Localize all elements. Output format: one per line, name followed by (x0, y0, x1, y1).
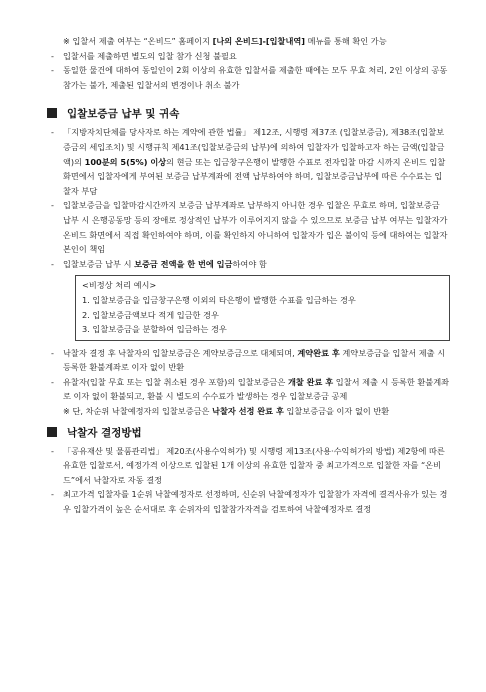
list-item-text: 「공유재산 및 물품관리법」 제20조(사용수익허가) 및 시행령 제13조(사용·수익허가의 방법) 제2항에 따른 유효한 입찰로서, 예정가격 이상으로 입찰된 1개 이상의 유효한 입찰자 중 최고가격으로 입찰한 자를 “온비드”에서 낙찰자로 자동 결정 (63, 445, 445, 485)
bullet-dash: - (51, 445, 54, 456)
square-bullet-icon (47, 427, 57, 437)
bullet-dash: - (51, 376, 54, 387)
section-heading-deposit (47, 106, 486, 122)
list-item (51, 346, 450, 375)
note-text-post: 메뉴를 통해 확인 가능 (305, 36, 387, 46)
list-item (51, 375, 450, 404)
abnormal-examples-box (75, 275, 450, 340)
box-title: <비정상 처리 예시> (82, 280, 157, 291)
bullet-dash: - (51, 50, 54, 61)
list-item-text: 동일한 물건에 대하여 동일인이 2회 이상의 유효한 입찰서를 제출한 때에는 모두 무효 처리, 2인 이상의 공동참가는 불가, 제출된 입찰서의 변경이나 취소 불가 (63, 65, 448, 90)
list-item-text: 입찰서를 제출하면 별도의 입찰 참가 신청 불필요 (63, 50, 237, 61)
list-item (51, 125, 450, 198)
section-title: 입찰보증금 납부 및 귀속 (67, 108, 180, 121)
list-item (51, 49, 450, 64)
box-line: 2. 입찰보증금액보다 적게 입금한 경우 (82, 309, 219, 320)
list-item (51, 198, 450, 256)
section-title: 낙찰자 결정방법 (67, 426, 142, 439)
square-bullet-icon (47, 108, 57, 118)
note-bid-check (63, 34, 450, 49)
list-item-text-post: 의 현금 또는 입금창구은행이 발행한 수표로 전자입찰 마감 시까지 온비드 입찰화면에서 입찰자에게 부여된 보증금 납부계좌에 전액 납부하여야 하며, 입찰보증금납부에 따른 수수료는 입찰자 부담 (63, 156, 446, 196)
list-item (51, 63, 450, 92)
note-text-bold: [나의 온비드]-[입찰내역] (212, 36, 306, 46)
list-item-text-bold: 계약완료 후 (297, 347, 340, 358)
box-line: 3. 입찰보증금을 분할하여 입금하는 경우 (82, 324, 227, 335)
section-heading-winner (47, 425, 486, 441)
bullet-dash: - (51, 258, 54, 269)
note-text-pre: ※ 단, 차순위 낙찰예정자의 입찰보증금은 (63, 406, 213, 417)
list-item-text-pre: 낙찰자 결정 후 낙찰자의 입찰보증금은 계약보증금으로 대체되며, (63, 347, 298, 358)
list-item-text-post: 입찰서 제출 시 등록한 환불계좌로 이자 없이 환불되고, 환불 시 별도의 수수료가 발생하는 경우 입찰보증금 공제 (63, 376, 450, 402)
list-item-text-post: 하여야 함 (232, 258, 267, 269)
note-text-bold: 낙찰자 선정 완료 후 (212, 406, 284, 417)
list-item-text-post: 계약보증금을 입찰서 제출 시 등록한 환불계좌로 이자 없이 반환 (63, 347, 446, 373)
note-runner-up (63, 404, 450, 419)
list-item (51, 487, 450, 516)
list-item-text-pre: 입찰보증금 납부 시 (63, 258, 135, 269)
box-line: 1. 입찰보증금을 입금창구은행 이외의 타은행이 발행한 수표를 입금하는 경우 (82, 294, 356, 305)
list-item-text-pre: 유찰자(입찰 무효 또는 입찰 취소된 경우 포함)의 입찰보증금은 (63, 376, 288, 387)
bullet-dash: - (51, 200, 54, 211)
list-item-text-bold: 100분의 5(5%) 이상 (84, 156, 167, 167)
bullet-dash: - (51, 65, 54, 76)
list-item-text-pre: 「지방자치단체를 당사자로 하는 계약에 관한 법률」 제12조, 시행령 제37조 (입찰보증금), 제38조(입찰보증금의 세입조치) 및 시행규칙 제41조(입찰보증금의 납부)에 의하여 입찰자가 입찰하고자 하는 금액(입찰금액)의 (63, 127, 445, 167)
list-item-text-bold: 개찰 완료 후 (287, 376, 334, 387)
list-item-text: 최고가격 입찰자를 1순위 낙찰예정자로 선정하며, 신순위 낙찰예정자가 입찰참가 자격에 결격사유가 있는 경우 입찰가격이 높은 순서대로 후 순위자의 입찰참가자격을 검토하여 낙찰예정자로 결정 (63, 489, 448, 515)
list-item-text-bold: 보증금 전액을 한 번에 입금 (134, 258, 233, 269)
note-text-pre: ※ 입찰서 제출 여부는 “온비드” 홈페이지 (63, 36, 213, 46)
list-item (51, 257, 450, 272)
list-item (51, 444, 450, 488)
bullet-dash: - (51, 347, 54, 358)
list-item-text: 입찰보증금을 입찰마감시간까지 보증금 납부계좌로 납부하지 아니한 경우 입찰은 무효로 하며, 입찰보증금 납부 시 은행공동망 등의 장애로 정상적인 납부가 이루어지지 않을 수 있으므로 보증금 납부 여부는 입찰자가 온비드 화면에서 직접 확인하여야 하며, 이를 확인하지 아니하여 입찰자가 입은 불이익 등에 대하여는 입찰자 본인이 책임 (63, 200, 448, 255)
bullet-dash: - (51, 127, 54, 138)
note-text-post: 입찰보증금을 이자 없이 반환 (283, 406, 390, 417)
bullet-dash: - (51, 489, 54, 500)
